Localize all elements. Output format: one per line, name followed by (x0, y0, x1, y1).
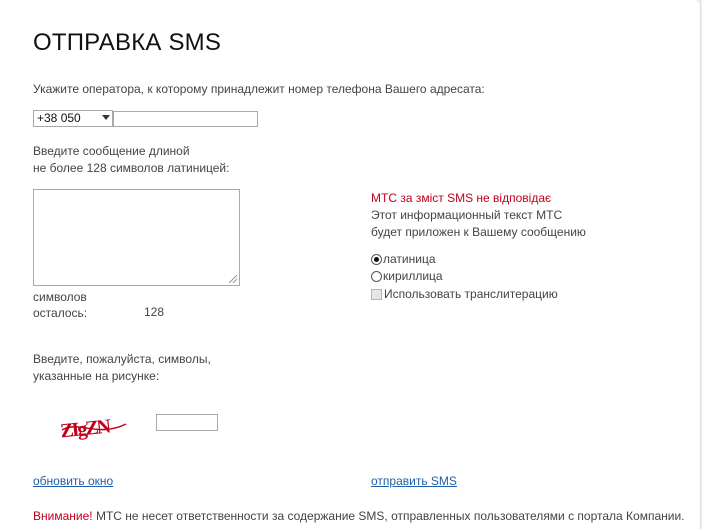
captcha-input[interactable] (156, 414, 218, 431)
captcha-image (58, 410, 130, 442)
operator-select-value: +38 050 (37, 111, 81, 125)
refresh-link[interactable]: обновить окно (33, 474, 114, 488)
message-label-line2: не более 128 символов латиницей: (33, 161, 230, 175)
page-title: ОТПРАВКА SMS (33, 29, 222, 56)
checkbox-icon[interactable] (371, 289, 382, 300)
operator-select[interactable] (33, 110, 113, 127)
radio-latin[interactable] (371, 251, 436, 268)
phone-number-input[interactable] (113, 111, 258, 127)
notice-text (33, 508, 685, 525)
remaining-label-line2: осталось: (33, 306, 88, 320)
message-textarea[interactable] (33, 189, 240, 286)
operator-label: Укажите оператора, к которому принадлежит номер телефона Вашего адресата: (33, 82, 485, 96)
captcha-text: ZIgZN (59, 415, 111, 442)
message-label-line1: Введите сообщение длиной (33, 144, 190, 158)
radio-cyrillic-label: кириллица (383, 269, 443, 283)
resize-grip-icon[interactable] (229, 275, 237, 283)
translit-label: Использовать транслитерацию (384, 287, 558, 301)
notice-prefix: Внимание! (33, 509, 93, 523)
chevron-down-icon (102, 115, 110, 120)
remaining-label-line1: символов (33, 290, 87, 304)
radio-checked-icon[interactable] (371, 254, 382, 265)
disclaimer-line1: Этот информационный текст МТС (371, 208, 563, 222)
disclaimer-title: МТС за зміст SMS не відповідає (371, 191, 552, 205)
notice-body: МТС не несет ответственности за содержание SMS, отправленных пользователями с портала Компании. (92, 509, 685, 523)
radio-latin-label: латиница (383, 252, 436, 266)
radio-unchecked-icon[interactable] (371, 271, 382, 282)
translit-checkbox[interactable] (371, 286, 558, 303)
captcha-label-line1: Введите, пожалуйста, символы, (33, 352, 211, 366)
radio-cyrillic[interactable] (371, 268, 443, 285)
send-sms-link[interactable]: отправить SMS (371, 474, 457, 488)
captcha-label-line2: указанные на рисунке: (33, 369, 160, 383)
remaining-count: 128 (144, 305, 165, 319)
disclaimer-line2: будет приложен к Вашему сообщению (371, 225, 586, 239)
